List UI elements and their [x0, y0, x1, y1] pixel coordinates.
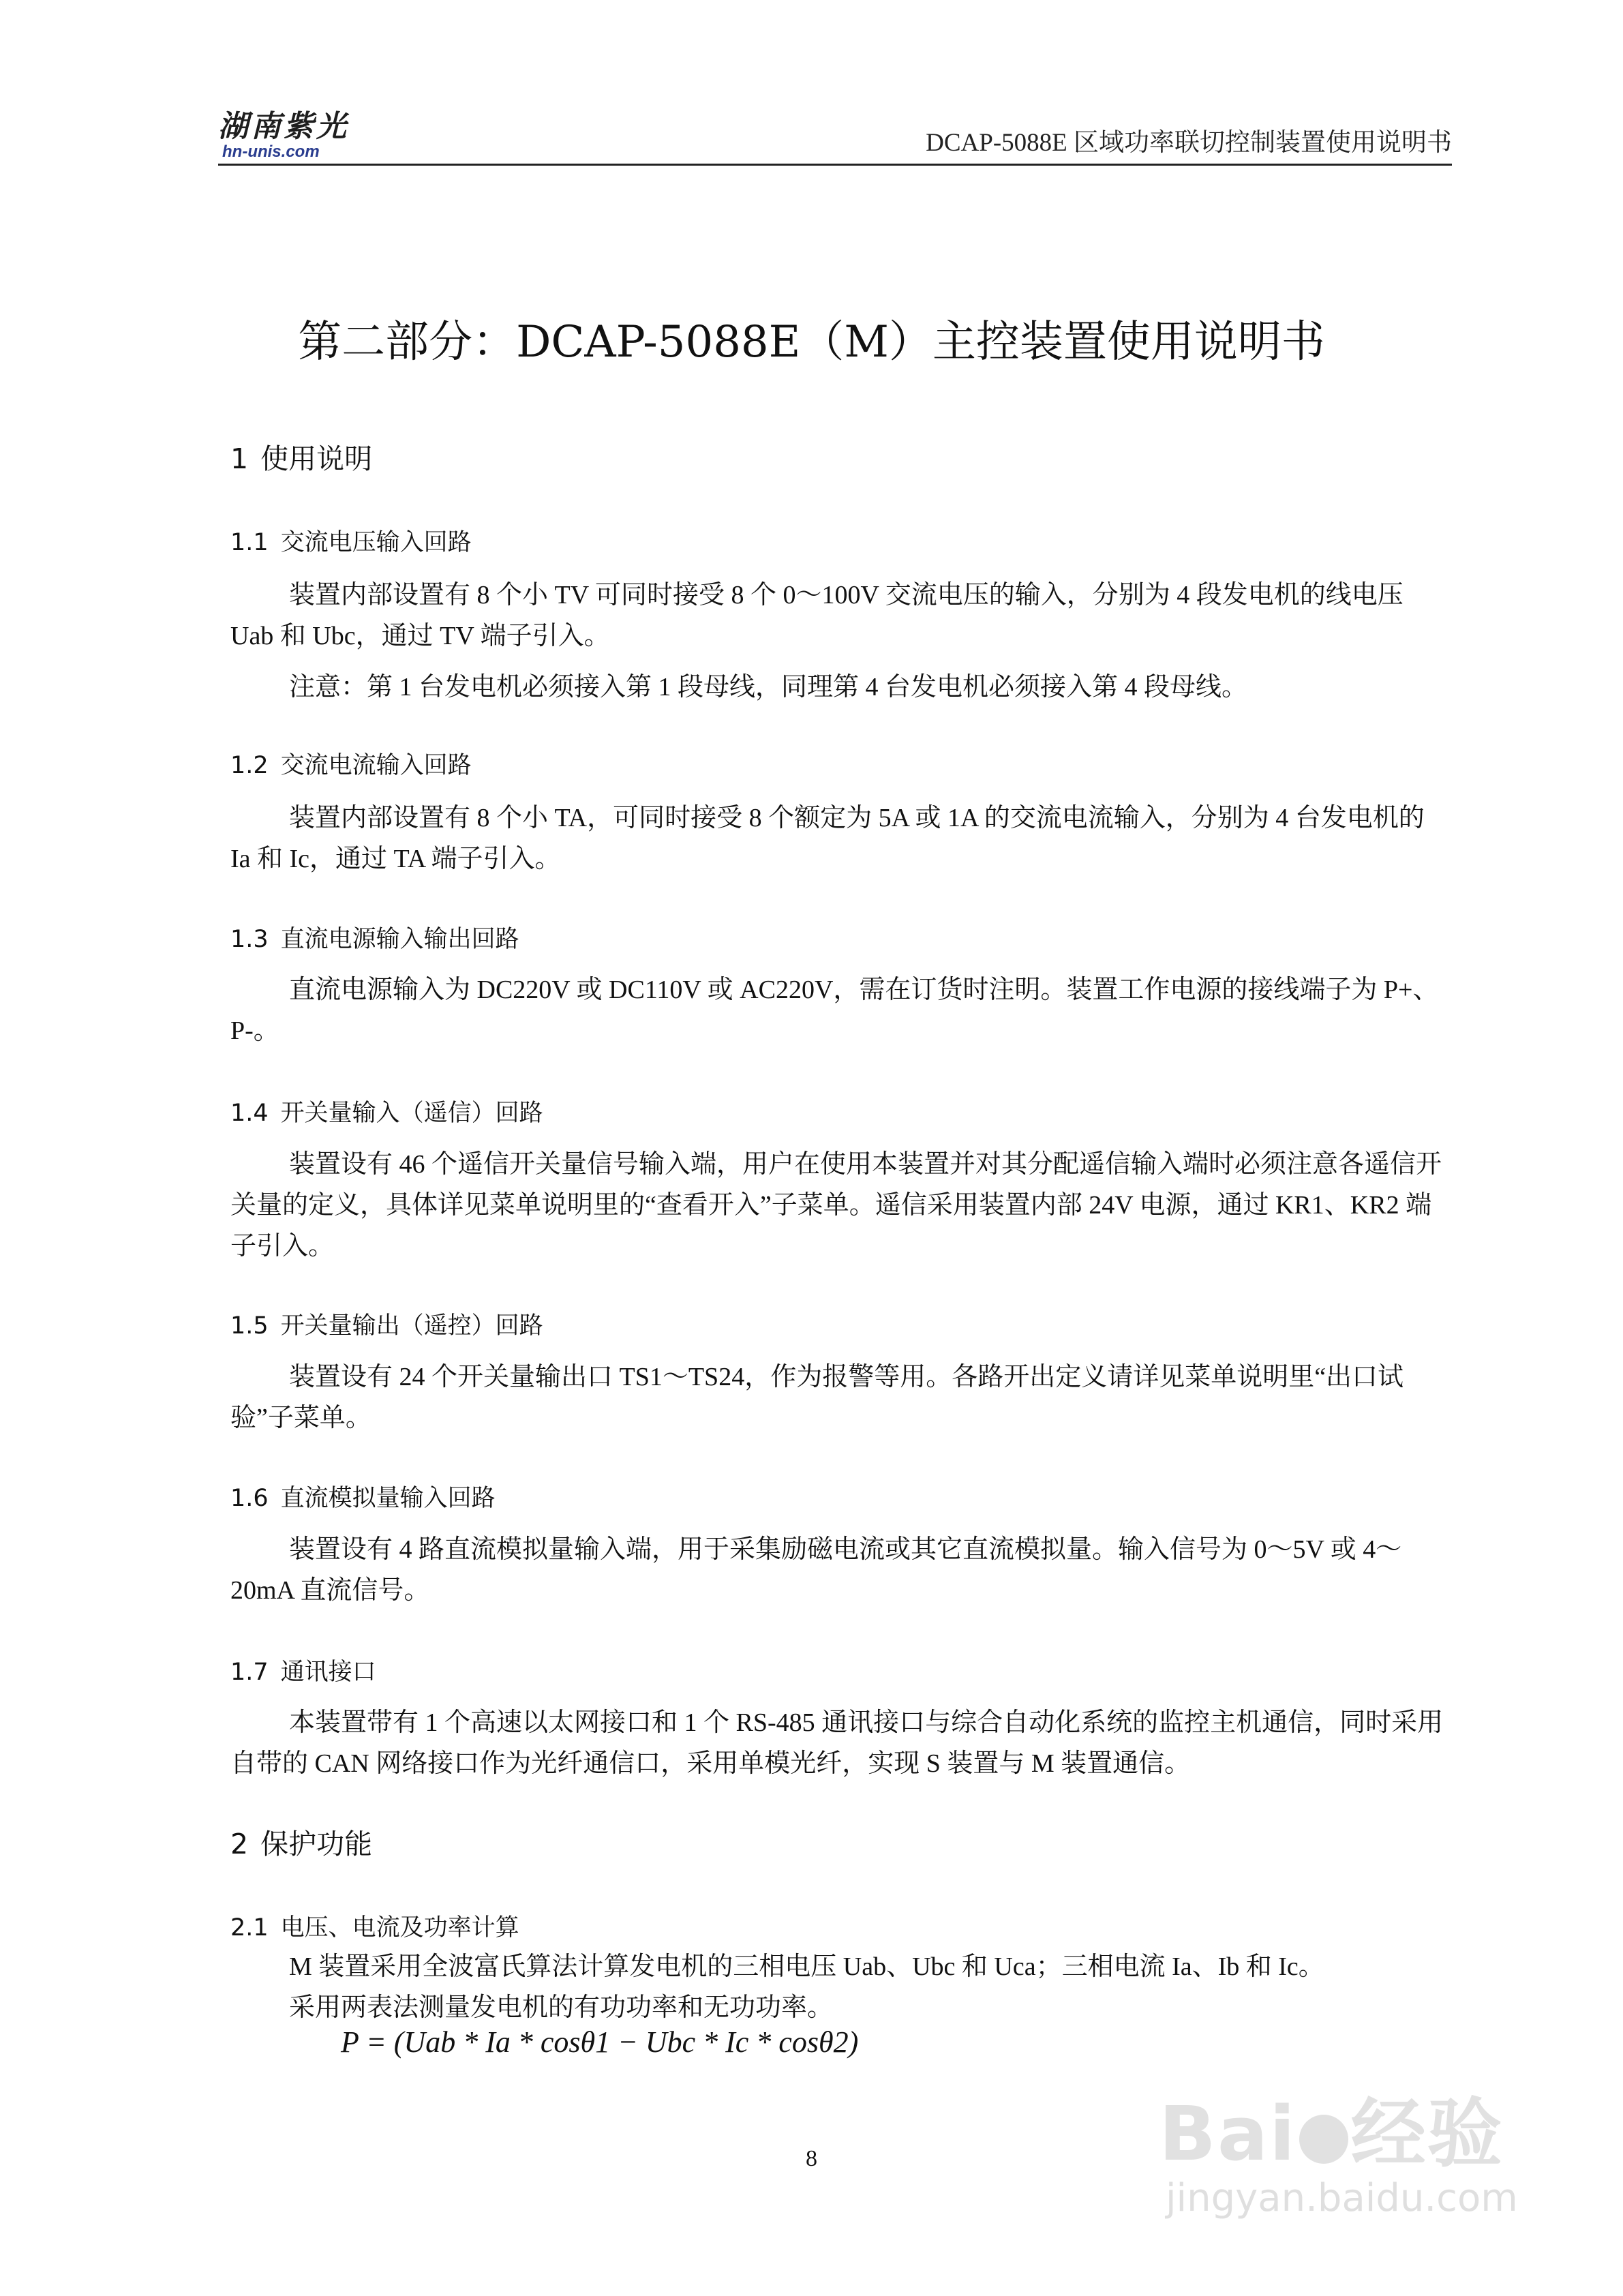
paragraph-1-5: 装置设有 24 个开关量输出口 TS1～TS24，作为报警等用。各路开出定义请详见菜单说明里“出口试验”子菜单。	[230, 1363, 1404, 1432]
subsection-heading-2-1	[230, 1909, 519, 1943]
subsection-number: 1.3	[230, 926, 269, 953]
subsection-number: 1.5	[230, 1312, 269, 1340]
watermark-brand-left: Bai	[1159, 2090, 1296, 2177]
paragraph-1-6: 装置设有 4 路直流模拟量输入端，用于采集励磁电流或其它直流模拟量。输入信号为 0～5V 或 4～20mA 直流信号。	[230, 1535, 1402, 1605]
subsection-title: 直流电源输入输出回路	[280, 926, 519, 953]
paragraph-2-1-b: 采用两表法测量发电机的有功功率和无功功率。	[289, 1993, 834, 2022]
subsection-number: 1.1	[230, 529, 269, 556]
subsection-heading-1-3	[230, 920, 519, 954]
paragraph-1-7: 本装置带有 1 个高速以太网接口和 1 个 RS-485 通讯接口与综合自动化系统的监控主机通信，同时采用自带的 CAN 网络接口作为光纤通信口，采用单模光纤，实现 S 装置与 M 装置通信。	[230, 1708, 1444, 1778]
paragraph-1-2: 装置内部设置有 8 个小 TA，可同时接受 8 个额定为 5A 或 1A 的交流电流输入，分别为 4 台发电机的 Ia 和 Ic，通过 TA 端子引入。	[230, 804, 1425, 873]
logo-url-text: hn-unis.com	[222, 142, 320, 161]
subsection-heading-1-7	[230, 1653, 376, 1687]
subsection-number: 1.4	[230, 1100, 269, 1127]
paragraph-1-4: 装置设有 46 个遥信开关量信号输入端，用户在使用本装置并对其分配遥信输入端时必须注意各遥信开关量的定义，具体详见菜单说明里的“查看开入”子菜单。遥信采用装置内部 24V 电源，通过 KR1、KR2 端子引入。	[230, 1150, 1442, 1260]
document-title: 第二部分：DCAP-5088E（M）主控装置使用说明书	[298, 317, 1325, 367]
section-number: 1	[230, 442, 249, 475]
watermark-brand-right: 经验	[1350, 2090, 1504, 2177]
subsection-title: 直流模拟量输入回路	[280, 1485, 496, 1512]
header-title: DCAP-5088E 区域功率联切控制装置使用说明书	[926, 129, 1452, 157]
section-title: 使用说明	[260, 442, 373, 475]
subsection-title: 交流电压输入回路	[280, 529, 472, 556]
subsection-heading-1-6	[230, 1479, 496, 1513]
subsection-title: 通讯接口	[280, 1659, 376, 1686]
paragraph-2-1-a: M 装置采用全波富氏算法计算发电机的三相电压 Uab、Ubc 和 Uca；三相电流 Ia、Ib 和 Ic。	[289, 1952, 1324, 1981]
page-header	[218, 102, 1452, 166]
paragraph-1-3: 直流电源输入为 DC220V 或 DC110V 或 AC220V，需在订货时注明。装置工作电源的接线端子为 P+、P-。	[230, 976, 1439, 1045]
subsection-number: 1.7	[230, 1659, 269, 1686]
subsection-number: 1.6	[230, 1485, 269, 1512]
baidu-watermark	[1159, 2090, 1541, 2263]
power-formula: P = (Uab * Ia * cosθ1 − Ubc * Ic * cosθ2)	[341, 2025, 859, 2059]
subsection-number: 2.1	[230, 1914, 269, 1942]
subsection-heading-1-1	[230, 524, 472, 558]
section-title: 保护功能	[260, 1828, 373, 1860]
subsection-heading-1-4	[230, 1094, 543, 1128]
subsection-number: 1.2	[230, 752, 269, 779]
page-number: 8	[806, 2146, 817, 2171]
paragraph-1-1-note: 注意：第 1 台发电机必须接入第 1 段母线，同理第 4 台发电机必须接入第 4 段母线。	[289, 673, 1248, 701]
logo-chinese-text: 湖南紫光	[218, 109, 349, 144]
company-logo	[218, 110, 349, 161]
watermark-url: jingyan.baidu.com	[1166, 2176, 1518, 2220]
paragraph-1-1-a: 装置内部设置有 8 个小 TV 可同时接受 8 个 0～100V 交流电压的输入，分别为 4 段发电机的线电压 Uab 和 Ubc，通过 TV 端子引入。	[230, 581, 1404, 650]
watermark-brand	[1159, 2090, 1541, 2177]
subsection-heading-1-2	[230, 746, 472, 781]
subsection-title: 交流电流输入回路	[280, 752, 472, 779]
paw-icon	[1299, 2115, 1348, 2164]
section-number: 2	[230, 1828, 249, 1860]
subsection-title: 开关量输出（遥控）回路	[280, 1312, 543, 1340]
section-heading-2	[230, 1822, 372, 1862]
section-heading-1	[230, 436, 372, 477]
subsection-title: 电压、电流及功率计算	[280, 1914, 519, 1942]
subsection-heading-1-5	[230, 1307, 543, 1341]
subsection-title: 开关量输入（遥信）回路	[280, 1100, 543, 1127]
